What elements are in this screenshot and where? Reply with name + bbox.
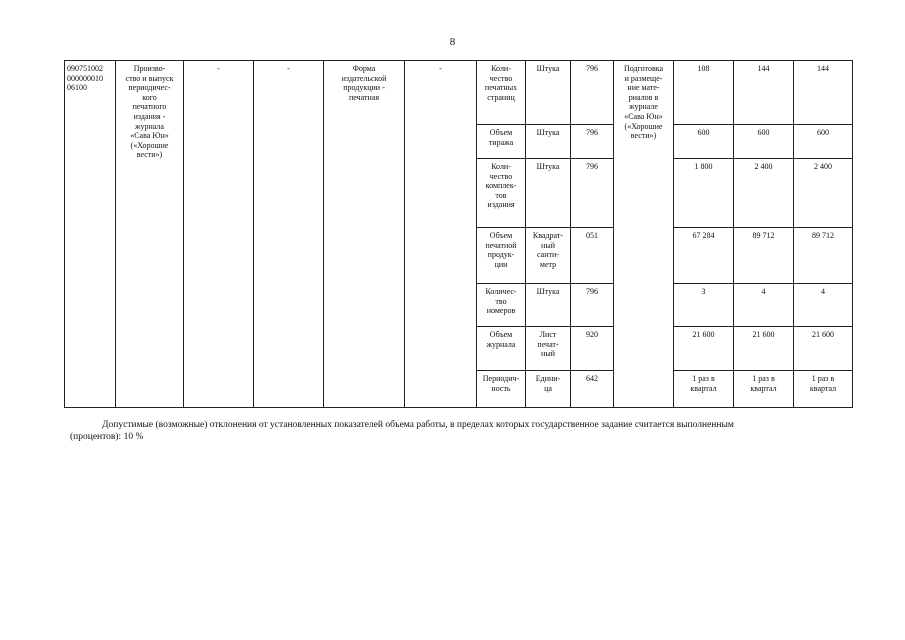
indicator-okei-code: 796 <box>571 125 614 159</box>
indicator-unit: Штука <box>526 284 571 327</box>
indicator-okei-code: 920 <box>571 327 614 371</box>
content-col-2: - <box>254 61 324 408</box>
value-year-2: 89 712 <box>734 228 794 284</box>
page-number: 8 <box>449 36 456 48</box>
value-year-3: 600 <box>794 125 853 159</box>
value-year-1: 600 <box>674 125 734 159</box>
value-year-3: 21 600 <box>794 327 853 371</box>
value-year-2: 2 400 <box>734 159 794 228</box>
deviation-note <box>70 419 858 444</box>
deviation-note-line-2: (процентов): 10 % <box>70 432 144 443</box>
indicator-okei-code: 796 <box>571 159 614 228</box>
publication-form: Форма издательской продукции - печатная <box>324 61 405 408</box>
value-year-3: 1 раз в квартал <box>794 371 853 408</box>
registry-code: 090751002 000000010 06100 <box>65 61 116 408</box>
deviation-note-line-1: Допустимые (возможные) отклонения от установленных показателей объема работы, в пределах которых государственное задание считается выполненным <box>102 420 734 430</box>
state-task-table <box>64 60 853 408</box>
indicator-name: Количес- тво номеров <box>477 284 526 327</box>
work-name: Произво- ство и выпуск периодичес- кого печатного издания - журнала «Сава Юн» («Хорошие вести») <box>116 61 184 408</box>
value-year-3: 144 <box>794 61 853 125</box>
value-year-2: 144 <box>734 61 794 125</box>
table-row <box>65 61 853 125</box>
indicator-unit: Штука <box>526 61 571 125</box>
indicator-unit: Лист печат- ный <box>526 327 571 371</box>
value-year-3: 4 <box>794 284 853 327</box>
content-col-1: - <box>184 61 254 408</box>
value-year-2: 4 <box>734 284 794 327</box>
indicator-name: Периодич- ность <box>477 371 526 408</box>
indicator-unit: Квадрат- ный санти- метр <box>526 228 571 284</box>
value-year-1: 21 600 <box>674 327 734 371</box>
value-year-1: 67 284 <box>674 228 734 284</box>
value-year-3: 2 400 <box>794 159 853 228</box>
work-description: Подготовка и размеще- ние мате- риалов в журнале «Сава Юн» («Хорошие вести») <box>614 61 674 408</box>
indicator-okei-code: 796 <box>571 61 614 125</box>
value-year-1: 3 <box>674 284 734 327</box>
indicator-okei-code: 051 <box>571 228 614 284</box>
indicator-name: Коли- чество печатных страниц <box>477 61 526 125</box>
value-year-2: 600 <box>734 125 794 159</box>
indicator-name: Объем печатной продук- ции <box>477 228 526 284</box>
value-year-1: 1 800 <box>674 159 734 228</box>
value-year-2: 1 раз в квартал <box>734 371 794 408</box>
indicator-name: Объем журнала <box>477 327 526 371</box>
indicator-unit: Едини- ца <box>526 371 571 408</box>
indicator-name: Объем тиража <box>477 125 526 159</box>
indicator-okei-code: 642 <box>571 371 614 408</box>
indicator-unit: Штука <box>526 125 571 159</box>
indicator-okei-code: 796 <box>571 284 614 327</box>
value-year-3: 89 712 <box>794 228 853 284</box>
value-year-1: 108 <box>674 61 734 125</box>
indicator-unit: Штука <box>526 159 571 228</box>
indicator-name: Коли- чество комплек- тов издания <box>477 159 526 228</box>
condition-col: - <box>405 61 477 408</box>
value-year-1: 1 раз в квартал <box>674 371 734 408</box>
value-year-2: 21 600 <box>734 327 794 371</box>
